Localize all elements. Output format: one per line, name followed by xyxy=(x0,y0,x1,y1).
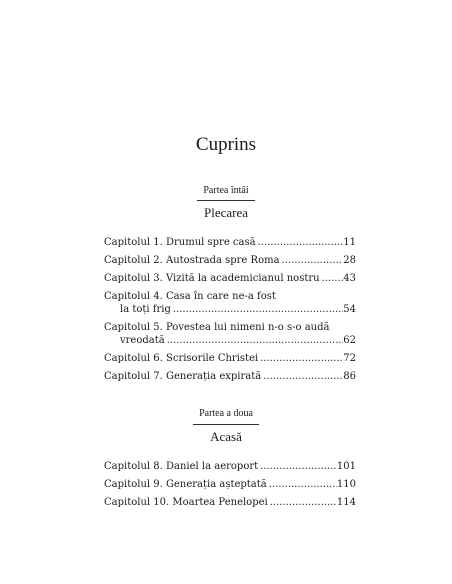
part-1-title: Plecarea xyxy=(203,205,249,220)
toc-entry-title: Capitolul 3. Vizită la academicianul nostru xyxy=(104,273,320,284)
toc-entry-page: 114 xyxy=(336,497,356,508)
toc-entry-ch9[interactable] xyxy=(104,478,356,491)
toc-entry-ch1[interactable] xyxy=(104,236,356,249)
toc-entry-title-cont: vreodată xyxy=(120,335,165,346)
toc-entry-page: 72 xyxy=(343,353,356,364)
toc-entry-page: 110 xyxy=(336,479,356,490)
leader-dots xyxy=(320,272,344,285)
part-2-divider xyxy=(193,424,259,425)
toc-entry-title-cont: la toți frig xyxy=(120,304,171,315)
part-2-toc xyxy=(104,460,356,509)
part-2-label: Partea a doua xyxy=(199,408,253,419)
toc-entry-ch2[interactable] xyxy=(104,254,356,267)
toc-entry-title: Capitolul 5. Povestea lui nimeni n-o s-o audă xyxy=(104,322,330,333)
toc-entry-title: Capitolul 1. Drumul spre casă xyxy=(104,237,256,248)
toc-entry-page: 11 xyxy=(343,237,356,248)
toc-entry-ch8[interactable] xyxy=(104,460,356,473)
toc-entry-title: Capitolul 2. Autostrada spre Roma xyxy=(104,255,280,266)
toc-entry-page: 43 xyxy=(343,273,356,284)
toc-entry-page: 54 xyxy=(343,304,356,315)
toc-entry-title: Capitolul 7. Generația expirată xyxy=(104,371,262,382)
toc-entry-ch3[interactable] xyxy=(104,272,356,285)
part-2-title: Acasă xyxy=(210,429,242,444)
leader-dots xyxy=(258,352,343,365)
leader-dots xyxy=(280,254,344,267)
toc-entry-page: 62 xyxy=(343,335,356,346)
leader-dots xyxy=(256,236,344,249)
part-1-divider xyxy=(197,200,255,201)
toc-entry-title: Capitolul 4. Casa în care ne-a fost xyxy=(104,291,276,302)
toc-entry-ch5[interactable] xyxy=(104,321,356,347)
leader-dots xyxy=(165,334,344,347)
toc-entry-page: 28 xyxy=(343,255,356,266)
page-title: Cuprins xyxy=(195,134,257,155)
leader-dots xyxy=(268,496,337,509)
toc-entry-title: Capitolul 9. Generația așteptată xyxy=(104,479,267,490)
leader-dots xyxy=(267,478,337,491)
toc-entry-page: 101 xyxy=(336,461,356,472)
toc-entry-ch10[interactable] xyxy=(104,496,356,509)
toc-entry-ch7[interactable] xyxy=(104,370,356,383)
leader-dots xyxy=(171,303,343,316)
part-1-label: Partea întâi xyxy=(203,185,249,196)
toc-entry-page: 86 xyxy=(343,371,356,382)
toc-entry-title: Capitolul 10. Moartea Penelopei xyxy=(104,497,268,508)
toc-entry-ch6[interactable] xyxy=(104,352,356,365)
toc-entry-ch4[interactable] xyxy=(104,290,356,316)
leader-dots xyxy=(258,460,337,473)
part-1-toc xyxy=(104,236,356,383)
toc-entry-title: Capitolul 6. Scrisorile Christei xyxy=(104,353,259,364)
leader-dots xyxy=(261,370,343,383)
toc-entry-title: Capitolul 8. Daniel la aeroport xyxy=(104,461,259,472)
